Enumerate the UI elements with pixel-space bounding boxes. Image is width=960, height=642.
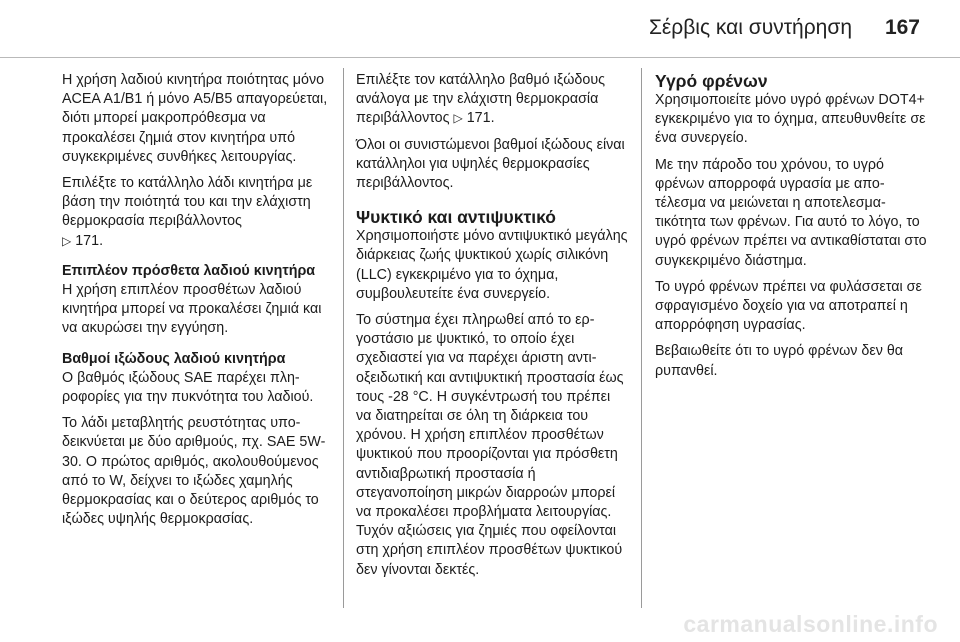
paragraph-moisture: Με την πάροδο του χρόνου, το υγρό φρένων απορροφά υγρασία με αποτέλεσμα να μειώνεται η αποτελεσματικότητα των φρένων. Για αυτό το λόγο, το υγρό φρένων πρέπει να αντικαθίσταται στο συγκεκριμένο διάστημα. bbox=[655, 156, 927, 269]
watermark: carmanualsonline.info bbox=[683, 611, 938, 637]
paragraph-select-oil-text: Επιλέξτε το κατάλληλο λάδι κινητήρα με βάση την ποιότητά του και την ελάχιστη θερμοκρασία περιβάλλοντος bbox=[62, 175, 313, 230]
header-divider bbox=[0, 57, 960, 58]
page-reference-number: 171. bbox=[75, 232, 104, 249]
subheading-viscosity: Βαθμοί ιξώδους λαδιού κινητήρα bbox=[62, 350, 286, 367]
paragraph-multigrade: Το λάδι μεταβλητής ρευστότητας υποδεικνύεται με δύο αριθμούς, πχ. SAE 5W-30. Ο πρώτος αριθμός, ακολουθούμενος από το W, δείχνει το ιξώδες χαμηλής θερμοκρασίας και ο δεύτερος αριθμός το ιξώδες υψηλής θερμοκρασίας. bbox=[62, 415, 326, 528]
paragraph-dot4: Χρησιμοποιείτε μόνο υγρό φρένων DOT4+ εγκεκριμένο για το όχημα, απευθυνθείτε σε ένα συνεργείο. bbox=[655, 92, 926, 147]
column-1 bbox=[62, 71, 335, 536]
paragraph-select-viscosity-text: Επιλέξτε τον κατάλληλο βαθμό ιξώδους ανάλογα με την ελάχιστη θερμοκρασία περιβάλλοντος bbox=[356, 72, 606, 127]
column-divider-1 bbox=[343, 68, 344, 608]
triangle-right-arrow-icon: ▷ bbox=[62, 233, 72, 248]
paragraph-high-temp: Όλοι οι συνιστώμενοι βαθμοί ιξώδους είναι κατάλληλοι για υψηλές θερμοκρασίες περιβάλλοντος. bbox=[356, 136, 625, 192]
section-title-brake-fluid: Υγρό φρένων bbox=[655, 71, 768, 91]
paragraph-select-viscosity bbox=[356, 71, 629, 129]
paragraph-additives: Η χρήση επιπλέον προσθέτων λαδιού κινητήρα μπορεί να προκαλέσει ζημιά και να ακυρώσει την εγγύηση. bbox=[62, 282, 322, 337]
paragraph-select-oil bbox=[62, 174, 335, 251]
subheading-additives: Επιπλέον πρόσθετα λαδιού κινητήρα bbox=[62, 262, 316, 279]
paragraph-sae: Ο βαθμός ιξώδους SAE παρέχει πληροφορίες για την πυκνότητα του λαδιού. bbox=[62, 369, 314, 406]
paragraph-coolant-system: Το σύστημα έχει πληρωθεί από το εργοστάσιο με ψυκτικό, το οποίο έχει σχεδιαστεί για να παρέχει άριστη αντιοξειδωτική και αντιψυκτική προστασία έως τους -28 °C. Η συγκέντρωσή του πρέπει να διατηρείται σε όλη τη διάρκεια του χρόνου. Η χρήση επιπλέον προσθέτων ψυκτικού που προορίζονται για πρόσθετη αντιδιαβρωτική προστασία ή στεγανοποίηση μικρών διαρροών μπορεί να προκαλέσει προβλήματα λειτουργίας. Τυχόν αξιώσεις για ζημιές που οφείλονται στη χρήση επιπλέον προσθέτων ψυκτικού δεν γίνονται δεκτές. bbox=[356, 312, 624, 578]
page-header bbox=[0, 0, 960, 52]
page-reference-link[interactable] bbox=[62, 233, 103, 249]
paragraph-acea: Η χρήση λαδιού κινητήρα ποιότητας μόνο ACEA A1/B1 ή μόνο A5/B5 απαγορεύεται, διότι μπορεί μακροπρόθεσμα να προκαλέσει ζημιά στον κινητήρα υπό συγκεκριμένες συνθήκες λειτουργίας. bbox=[62, 72, 328, 165]
paragraph-llc: Χρησιμοποιήστε μόνο αντιψυκτικό μεγάλης διάρκειας ζωής ψυκτικού χωρίς σιλικόνη (LLC) εγκεκριμένο για το όχημα, συμβουλευτείτε ένα συνεργείο. bbox=[356, 228, 628, 302]
page-reference-link[interactable] bbox=[454, 110, 495, 126]
paragraph-storage: Το υγρό φρένων πρέπει να φυλάσσεται σε σφραγισμένο δοχείο για να αποτραπεί η απορρόφηση υγρασίας. bbox=[655, 278, 922, 334]
section-title-coolant: Ψυκτικό και αντιψυκτικό bbox=[356, 207, 556, 228]
page-title: Σέρβις και συντήρηση bbox=[648, 16, 852, 39]
column-3 bbox=[655, 71, 928, 388]
paragraph-contamination: Βεβαιωθείτε ότι το υγρό φρένων δεν θα ρυπανθεί. bbox=[655, 343, 904, 379]
column-divider-2 bbox=[641, 68, 642, 608]
column-2 bbox=[356, 71, 629, 587]
page-reference-number: 171. bbox=[466, 110, 495, 127]
page-number: 167 bbox=[884, 16, 920, 39]
triangle-right-arrow-icon: ▷ bbox=[453, 111, 463, 126]
